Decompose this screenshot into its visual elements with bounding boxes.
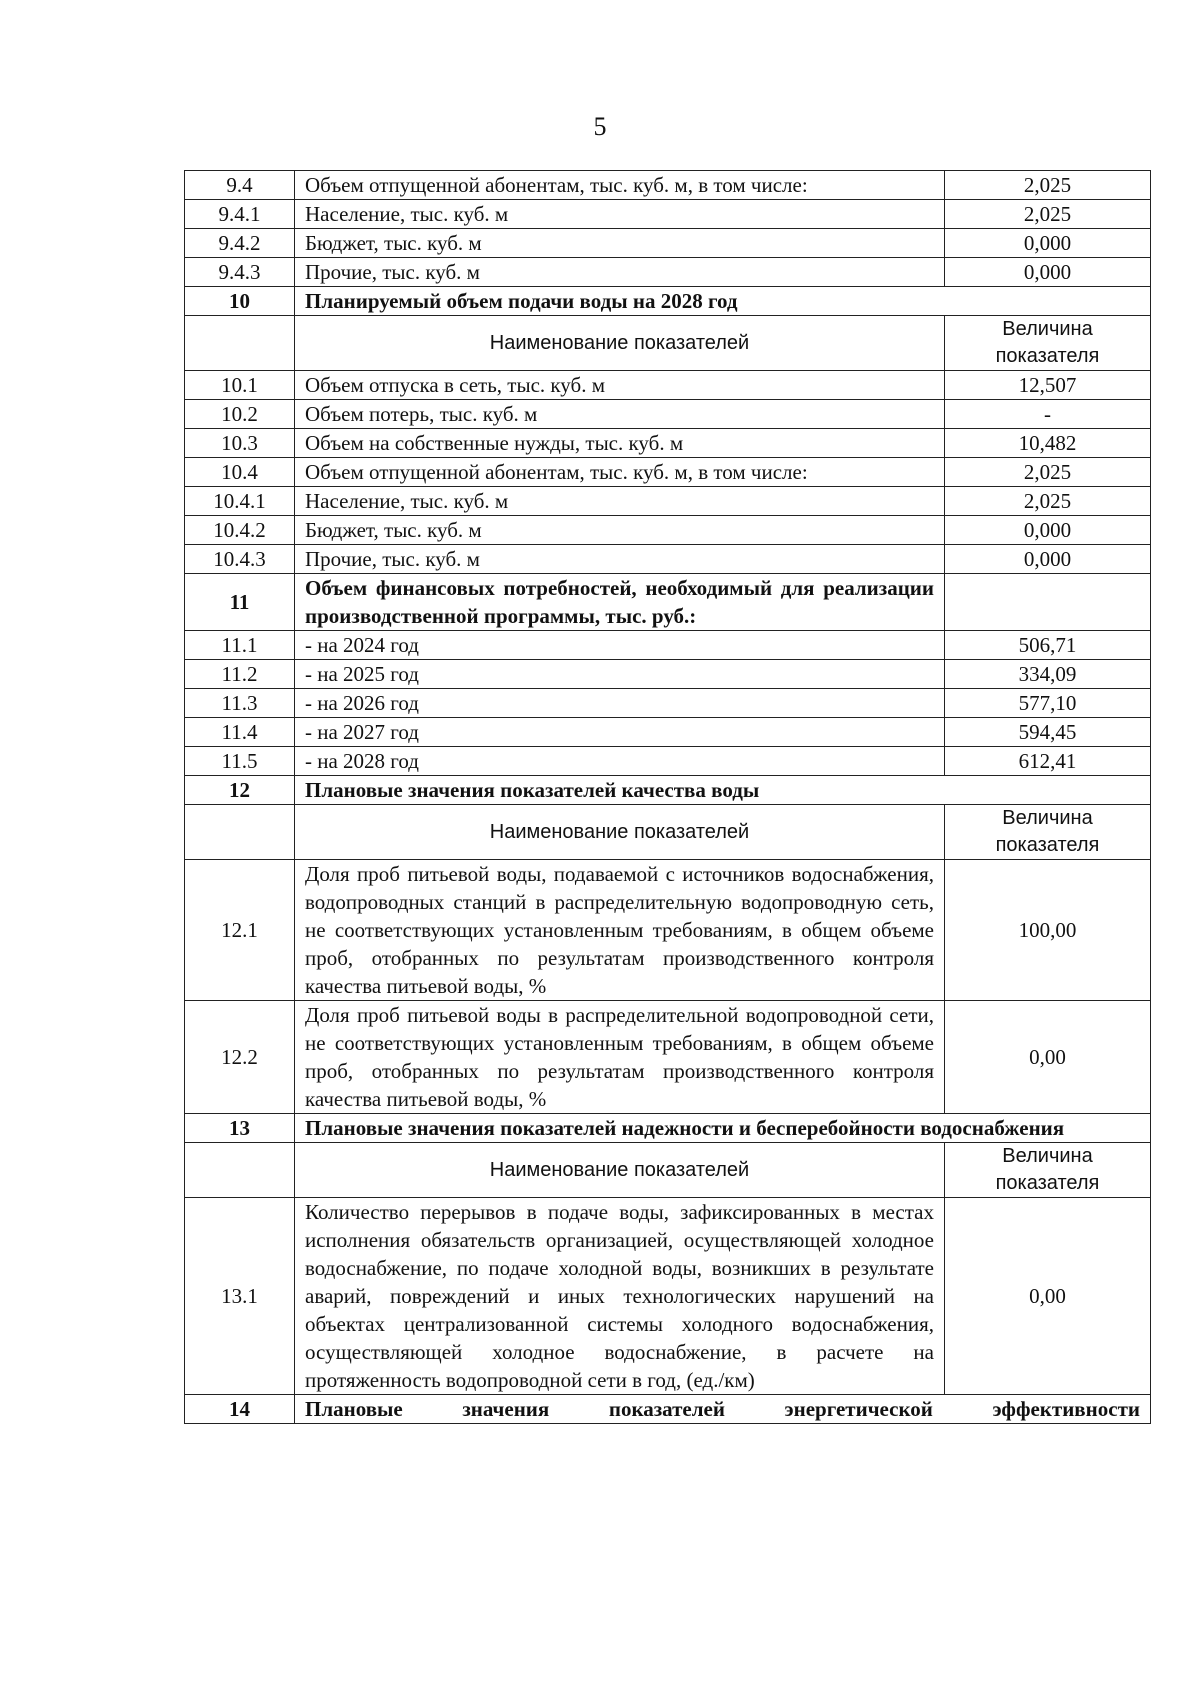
column-header-name: Наименование показателей [295,805,945,860]
row-number: 11.4 [185,718,295,747]
table-row [185,1198,1151,1395]
table-row [185,1001,1151,1114]
table-row [185,689,1151,718]
row-number: 10.4.2 [185,516,295,545]
row-value: 0,00 [945,1001,1151,1114]
row-value: 100,00 [945,860,1151,1001]
row-number: 10.4.1 [185,487,295,516]
row-label: Бюджет, тыс. куб. м [295,516,945,545]
row-label: Бюджет, тыс. куб. м [295,229,945,258]
row-number: 13.1 [185,1198,295,1395]
section-number: 14 [185,1395,295,1424]
row-label: Доля проб питьевой воды, подаваемой с источников водоснабжения, водопроводных станций в распределительную водопроводную сеть, не соответствующих установленным требованиям, в общем объеме проб, отобранных по результатам производственного контроля качества питьевой воды, % [295,860,945,1001]
row-number: 11.2 [185,660,295,689]
section-row [185,287,1151,316]
row-label: Прочие, тыс. куб. м [295,258,945,287]
row-label: - на 2024 год [295,631,945,660]
row-label: Объем отпущенной абонентам, тыс. куб. м, в том числе: [295,458,945,487]
row-number: 10.1 [185,371,295,400]
row-value: 612,41 [945,747,1151,776]
section-title: Объем финансовых потребностей, необходимый для реализации производственной программы, тыс. руб.: [295,574,945,631]
row-label: Объем отпуска в сеть, тыс. куб. м [295,371,945,400]
row-number: 9.4.2 [185,229,295,258]
row-value: 2,025 [945,171,1151,200]
row-label: Объем отпущенной абонентам, тыс. куб. м, в том числе: [295,171,945,200]
row-number: 11.5 [185,747,295,776]
row-value: 594,45 [945,718,1151,747]
row-label: - на 2027 год [295,718,945,747]
row-number: 9.4.1 [185,200,295,229]
section-row [185,1114,1151,1143]
row-value: 0,000 [945,229,1151,258]
row-label: Объем на собственные нужды, тыс. куб. м [295,429,945,458]
row-value: 0,000 [945,516,1151,545]
row-value: 0,000 [945,545,1151,574]
section-row [185,1395,1151,1424]
column-header-value: Величина показателя [945,1143,1151,1198]
row-label: Доля проб питьевой воды в распределительной водопроводной сети, не соответствующих установленным требованиям, в общем объеме проб, отобранных по результатам производственного контроля качества питьевой воды, % [295,1001,945,1114]
row-number: 12.1 [185,860,295,1001]
table-row [185,400,1151,429]
row-value: 2,025 [945,458,1151,487]
row-number: 10.2 [185,400,295,429]
table-row [185,429,1151,458]
row-number: 10.4.3 [185,545,295,574]
row-label: Прочие, тыс. куб. м [295,545,945,574]
row-label: Объем потерь, тыс. куб. м [295,400,945,429]
row-label: - на 2026 год [295,689,945,718]
empty-cell [185,1143,295,1198]
page-number: 5 [593,112,607,141]
row-value: 577,10 [945,689,1151,718]
table-row [185,171,1151,200]
row-number: 11.1 [185,631,295,660]
section-number: 11 [185,574,295,631]
row-label: Население, тыс. куб. м [295,487,945,516]
table-row [185,516,1151,545]
table-header-row [185,1143,1151,1198]
table-row [185,371,1151,400]
table-row [185,660,1151,689]
row-value: 12,507 [945,371,1151,400]
row-label: - на 2025 год [295,660,945,689]
column-header-name: Наименование показателей [295,1143,945,1198]
section-row [185,776,1151,805]
table-row [185,860,1151,1001]
row-value: - [945,400,1151,429]
row-label: Население, тыс. куб. м [295,200,945,229]
row-value: 2,025 [945,200,1151,229]
row-number: 10.3 [185,429,295,458]
section-number: 10 [185,287,295,316]
table-row [185,631,1151,660]
indicators-table [184,170,1151,1424]
column-header-name: Наименование показателей [295,316,945,371]
row-label: - на 2028 год [295,747,945,776]
column-header-value: Величина показателя [945,805,1151,860]
table-row [185,200,1151,229]
section-title: Плановые значения показателей надежности и бесперебойности водоснабжения [295,1114,1151,1143]
table-row [185,718,1151,747]
empty-cell [945,574,1151,631]
section-title: Планируемый объем подачи воды на 2028 год [295,287,1151,316]
row-label: Количество перерывов в подаче воды, зафиксированных в местах исполнения обязательств организацией, осуществляющей холодное водоснабжение, по подаче холодной воды, возникших в результате аварий, повреждений и иных технологических нарушений на объектах централизованной системы холодного водоснабжения, осуществляющей холодное водоснабжение, в расчете на протяженность водопроводной сети в год, (ед./км) [295,1198,945,1395]
table-row [185,747,1151,776]
column-header-value: Величина показателя [945,316,1151,371]
table-row [185,458,1151,487]
table-header-row [185,805,1151,860]
row-number: 10.4 [185,458,295,487]
row-value: 0,00 [945,1198,1151,1395]
row-number: 11.3 [185,689,295,718]
table-row [185,545,1151,574]
section-number: 13 [185,1114,295,1143]
row-value: 2,025 [945,487,1151,516]
row-value: 506,71 [945,631,1151,660]
row-number: 9.4 [185,171,295,200]
row-value: 10,482 [945,429,1151,458]
section-title: Плановые значения показателей энергетической эффективности [295,1395,1151,1424]
row-value: 334,09 [945,660,1151,689]
table-row [185,487,1151,516]
row-number: 9.4.3 [185,258,295,287]
empty-cell [185,316,295,371]
section-title: Плановые значения показателей качества воды [295,776,1151,805]
section-row [185,574,1151,631]
table-row [185,229,1151,258]
row-number: 12.2 [185,1001,295,1114]
empty-cell [185,805,295,860]
row-value: 0,000 [945,258,1151,287]
table-header-row [185,316,1151,371]
section-number: 12 [185,776,295,805]
table-row [185,258,1151,287]
